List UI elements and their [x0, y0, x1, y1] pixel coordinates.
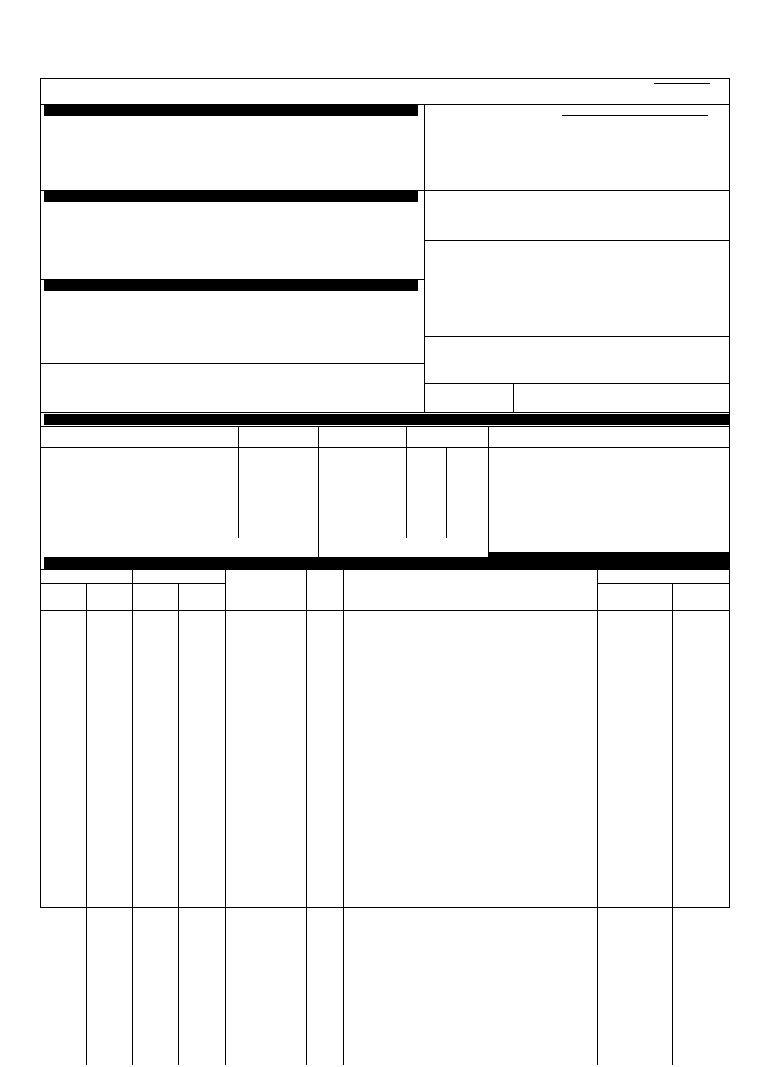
carrier-name-value: [520, 190, 718, 191]
bol-form-frame: [40, 78, 730, 908]
ship-to-bar: [44, 191, 418, 202]
page-value: [654, 83, 710, 84]
third-party-bar: [44, 280, 418, 291]
ship-from-bar: [44, 105, 418, 116]
carrier-info-bar: [44, 557, 730, 569]
customer-order-bar: [44, 414, 730, 425]
bol-number-value: [562, 115, 708, 116]
